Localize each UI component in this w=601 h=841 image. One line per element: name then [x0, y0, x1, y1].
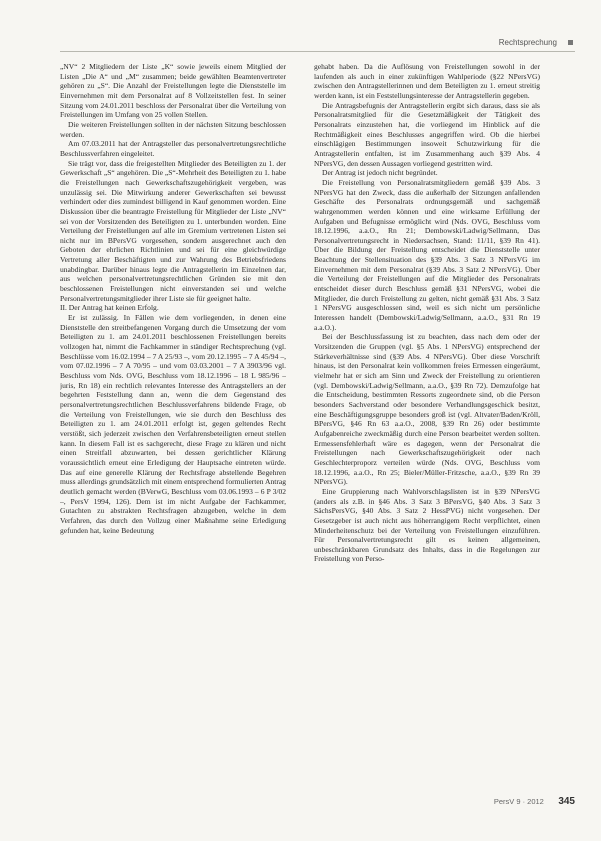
paragraph: Die Freistellung von Personalratsmitgliedern gemäß §39 Abs. 3 NPersVG hat den Zweck, dass die außerhalb der Sitzungen anfallenden Geschäfte des Personalrats ordnungsgemäß und sachgemäß wahrgenommen werden können und eine wirksame Erfüllung der Aufgaben und Befugnisse ermöglicht wird (Nds. OVG, Beschluss vom 18.12.1996, a.a.O., Rn 21; Dembowski/Ladwig/Sellmann, Das Personalvertretungsrecht in Niedersachsen, Stand: 11/11, §39 Rn 41). Über die Bildung der Freistellung entscheidet die Dienststelle unter Beachtung der Stellensituation des §39 Abs. 3 Satz 3 NPersVG im Einvernehmen mit dem Personalrat (§39 Abs. 3 Satz 2 NPersVG). Über die Verteilung der Freistellungen auf die Mitglieder des Personalrats entscheidet dieser durch Beschluss gemäß §31 NPersVG, wobei die Mitglieder, die durch Freistellung zu gelten, nicht gemäß §31 Abs. 3 Satz 1 NPersVG ausgeschlossen sind, weil es sich nicht um persönliche Interessen handelt (Dembowski/Ladwig/Sellmann, a.a.O., §31 Rn 19 a.a.O.).: [314, 177, 540, 332]
section-label: Rechtsprechung: [498, 38, 557, 47]
paragraph: Bei der Beschlussfassung ist zu beachten, dass nach dem oder der Vorsitzenden die Gruppen (vgl. §5 Abs. 1 NPersVG) entsprechend der Stärkeverhältnisse sind (§39 Abs. 4 NPersVG). Über diese Vorschrift hinaus, ist den Personalrat kein vollkommen freies Ermessen eingeräumt, vielmehr hat er sich am Sinn und Zweck der Freistellung zu orientieren (vgl. Dembowski/Ladwig/Sellmann, a.a.O., §39 Rn 72). Demzufolge hat die Entscheidung, bestimmten Ressorts zugeordnete sind, ob die Person besonders Sachverstand oder besondere Verhandlungsgeschick besitzt, eine Beschäftigungsgruppe besonders groß ist (vgl. Altvater/Baden/Kröll, BPersVG, §46 Rn 63 a.a.O., 2008, §39 Rn 26) oder bestimmte Aufgabenreiche zweckmäßig durch eine Person bearbeitet werden sollten. Ermessensfehlerhaft wäre es dagegen, wenn der Personalrat die Freistellungen nach Gewerkschaftszugehörigkeit oder nach Geschlechterproporz verteilen würde (Nds. OVG, Beschluss vom 18.12.1996, a.a.O., Rn 25; Bieler/Müller-Fritzsche, a.a.O., §39 Rn 39 NPersVG).: [314, 332, 540, 487]
paragraph: „NV“ 2 Mitgliedern der Liste „K“ sowie jeweils einem Mitglied der Listen „Die A“ und „M“ zusammen; beide gewählten Beamtenvertreter gehören zu „S“. Die Anzahl der Freistellungen legte die Dienststelle im Einvernehmen mit dem Personalrat auf 8 Vollzeitstellen fest. In seiner Sitzung vom 24.01.2011 beschloss der Personalrat über die Verteilung von Freistellungen im Umfang von 25 vollen Stellen.: [60, 62, 286, 120]
left-column: [60, 62, 286, 767]
page-footer: [494, 791, 575, 805]
right-column: [314, 62, 540, 767]
paragraph: Am 07.03.2011 hat der Antragsteller das personalvertretungsrechtliche Beschlussverfahren eingeleitet.: [60, 139, 286, 158]
paragraph: Sie trägt vor, dass die freigestellten Mitglieder des Beteiligten zu 1. der Gewerkschaft „S“ angehören. Die „S“-Mehrheit des Beteiligten zu 1. habe die Freistellungen nach Gewerkschaftszugehörigkeit vergeben, was unzulässig sei. Die Mitwirkung anderer Gewerkschaften sei bewusst verhindert oder dies zumindest billigend in Kauf genommen worden. Eine Diskussion über die beantragte Freistellung für Mitglieder der Liste „NV“ sei von der Vorsitzenden des Beteiligten zu 1. unterbunden worden. Eine Verteilung der Freistellungen auf alle im Gremium vertretenen Listen sei nicht nur im BPersVG vorgesehen, sondern ausgerechnet auch den Geboten der ehrlichen Richtlinien und sei für eine gleichwürdige Vertretung aller Beschäftigten und zur Wahrung des Betriebsfriedens unabdingbar. Darüber hinaus legte die Antragstellerin im Einzelnen dar, aus welchen personalvertretungsrechtlichen Gründen sie mit den beschlossenen Freistellungen nicht einverstanden sei und welche Personalvertretungsmitglieder ihrer Liste sie für geeignet halte.: [60, 158, 286, 303]
header-rule: [60, 51, 575, 52]
paragraph: Er ist zulässig. In Fällen wie dem vorliegenden, in denen eine Dienststelle den streitbefangenen Vorgang durch die Umsetzung der vom Beteiligten zu 1. am 24.01.2011 beschlossenen Freistellungen bereits vollzogen hat, nimmt die Fachkammer in ständiger Rechtsprechung (vgl. Beschlüsse vom 16.02.1994 – 7 A 25/93 –, vom 20.12.1995 – 7 A 45/94 –, vom 07.02.1996 – 7 A 70/95 – und vom 03.03.2001 – 7 A 3903/96 vgl. Beschluss vom Nds. OVG, Beschluss vom 18.12.1996 – 18 L 985/96 – juris, Rn 18) ein rechtlich relevantes Interesse des Antragstellers an der begehrten Feststellung dann an, wenn die dem Gegenstand des personalvertretungsrechtlichen Beschlussverfahrens bildende Frage, ob die Verteilung von Freistellungen, wie sie durch den Beschluss des Beteiligten zu 1. am 24.01.2011 erfolgt ist, gegen geltendes Recht verstößt, sich jederzeit zwischen den Verfahrensbeteiligten erneut stellen kann. In diesem Fall ist es sachgerecht, diese Frage zu klären und nicht einen Streitfall abzuwarten, bei dessen gerichtlicher Klärung voraussichtlich erneut eine Erledigung der Hauptsache eintreten würde. Das auf eine generelle Klärung der Rechtsfrage abstellende Begehren muss allerdings grundsätzlich mit einem entsprechend formulierten Antrag deutlich gemacht werden (BVerwG, Beschluss vom 03.06.1993 – 6 P 3/02 –, PersV 1994, 126). Dem ist im nicht Aufgabe der Fachkammer, Gutachten zu abstrakten Rechtsfragen abzugeben, welche in dem Verfahren, das durch den Vollzug einer Maßnahme seine Erledigung gefunden hat, keine Bedeutung: [60, 313, 286, 535]
page-number: 345: [558, 796, 575, 807]
paragraph: Eine Gruppierung nach Wahlvorschlagslisten ist in §39 NPersVG (anders als z.B. in §46 Abs. 3 Satz 3 BPersVG, §40 Abs. 3 Satz 3 SächsPersVG, §40 Abs. 3 Satz 2 HessPVG) nicht vorgesehen. Der Gesetzgeber ist auch nicht aus höherrangigem Recht verpflichtet, einen Minderheitenschutz bei der Verteilung von Freistellungen einzuführen. Für Personalvertretungsrecht gilt es keinen allgemeinen, unbeschränkbaren Grundsatz des Inhalts, dass in die Regelungen zur Freistellung von Perso-: [314, 486, 540, 564]
paragraph: Die Antragsbefugnis der Antragstellerin ergibt sich daraus, dass sie als Personalratsmitglied für die Gesetzmäßigkeit der Tätigkeit des Personalrats einzustehen hat, die vorliegend im Hinblick auf die Rechtmäßigkeit eines Beschlusses angegriffen wird. Ob die hierbei einschlägigen Bestimmungen insoweit Schutzwirkung für die Antragstellerin entfalten, ist im Zusammenhang auch §39 Abs. 4 NPersVG, den dessen Aussagen vorliegend gestritten wird.: [314, 100, 540, 168]
page-header: [60, 38, 575, 52]
paragraph: Die weiteren Freistellungen sollten in der nächsten Sitzung beschlossen werden.: [60, 119, 286, 139]
journal-issue: PersV 9 · 2012: [493, 797, 544, 806]
paragraph: II. Der Antrag hat keinen Erfolg.: [60, 303, 159, 313]
paragraph: Der Antrag ist jedoch nicht begründet.: [322, 168, 438, 178]
paragraph: gehabt haben. Da die Auflösung von Freistellungen sowohl in der laufenden als auch in einer zukünftigen Wahlperiode (§22 NPersVG) zwischen den Antragstellerinnen und dem Beteiligten zu 1. erneut streitig werden kann, ist ein Feststellungsinteresse der Antragstellerin gegeben.: [314, 62, 540, 100]
header-square-icon: [568, 40, 573, 45]
